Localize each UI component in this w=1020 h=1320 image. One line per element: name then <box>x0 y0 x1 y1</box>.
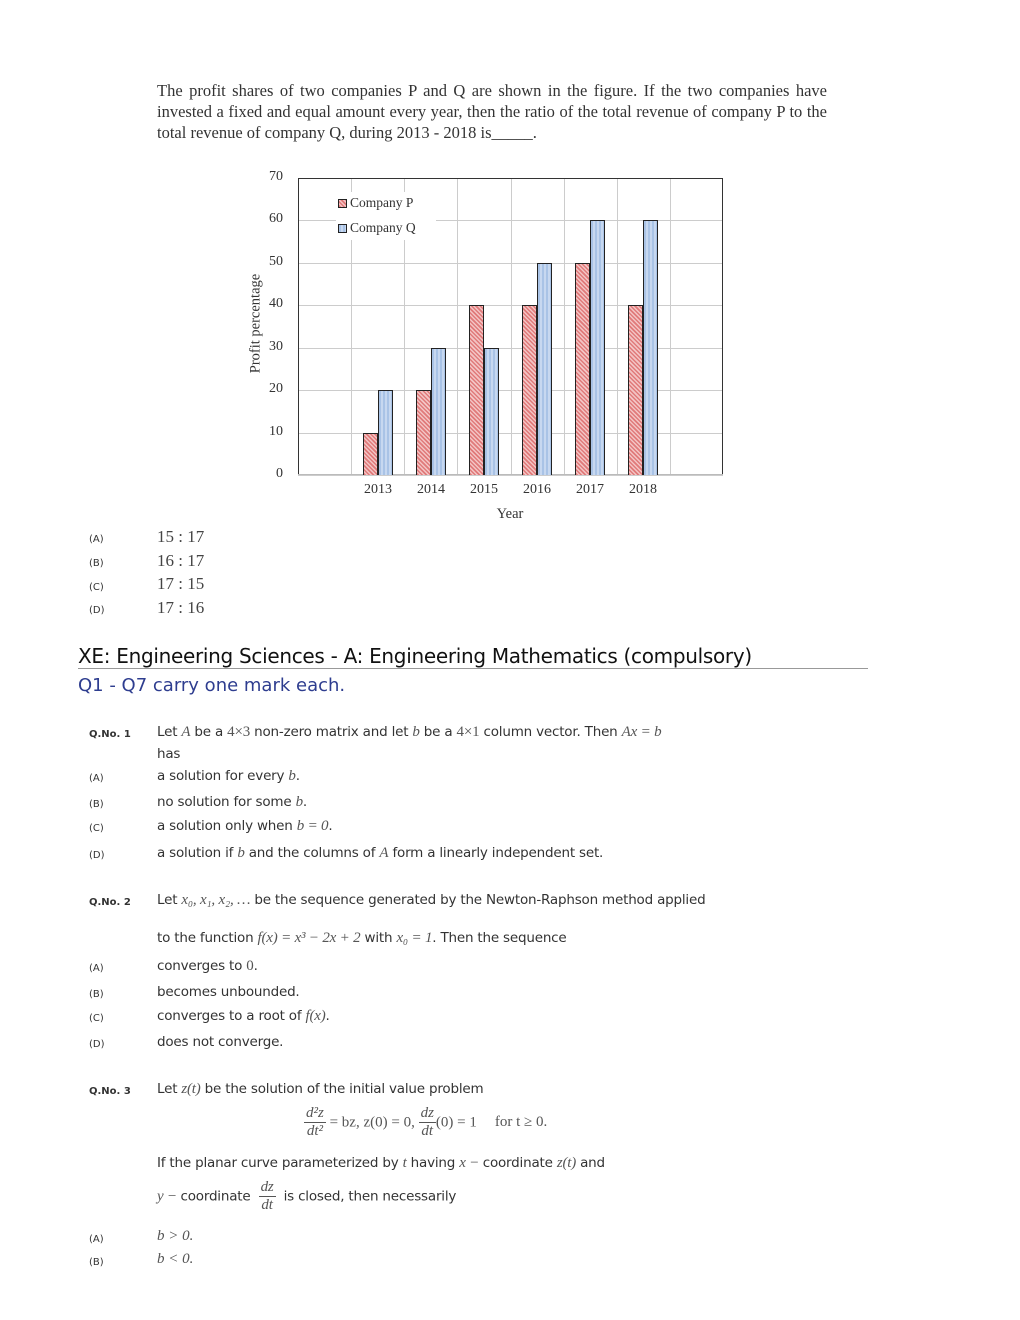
math: y − <box>157 1188 181 1205</box>
math: (0) = 1 <box>435 1114 477 1131</box>
question-text-line3 <box>157 1155 605 1172</box>
y-tick-label: 10 <box>269 424 283 439</box>
option-label: (D) <box>89 1039 105 1050</box>
y-tick-label: 30 <box>269 339 283 354</box>
text: and the columns of <box>244 845 380 861</box>
legend-label-q: Company Q <box>350 220 416 235</box>
math: b <box>288 768 296 784</box>
math: Ax = b <box>621 724 662 740</box>
legend-swatch-q <box>338 224 347 233</box>
option-label: (A) <box>89 963 104 974</box>
text: . <box>302 794 307 810</box>
text: a solution only when <box>157 818 297 834</box>
math: z(t) <box>181 1081 201 1097</box>
math: 0 <box>246 958 254 974</box>
math: A <box>181 724 191 740</box>
bar-company-q-2016 <box>537 263 552 475</box>
bar-company-q-2013 <box>378 390 393 475</box>
option-label: (B) <box>89 1257 104 1268</box>
math: A <box>379 845 389 861</box>
bar-company-p-2015 <box>469 305 484 475</box>
text: is closed, then necessarily <box>279 1188 457 1205</box>
text: be a <box>190 724 228 740</box>
legend-item-company-p <box>338 195 413 211</box>
math: x₀ = 1 <box>396 930 433 946</box>
text: . <box>328 818 333 834</box>
text: coordinate <box>482 1155 557 1171</box>
text: does not converge. <box>157 1034 284 1050</box>
option-text[interactable]: b < 0. <box>157 1251 194 1267</box>
fraction-dz-dt <box>259 1180 276 1213</box>
option-text[interactable] <box>157 845 603 862</box>
text: . <box>253 958 258 974</box>
bar-company-q-2014 <box>431 348 446 475</box>
option-label: (B) <box>89 989 104 1000</box>
math: t <box>402 1155 407 1171</box>
section-subtitle: Q1 - Q7 carry one mark each. <box>78 675 346 696</box>
math: b <box>237 845 245 861</box>
bar-company-q-2017 <box>590 220 605 475</box>
x-tick-label: 2015 <box>470 482 498 497</box>
text: with <box>360 930 397 946</box>
text: form a linearly independent set. <box>388 845 604 861</box>
question-number: Q.No. 2 <box>89 897 131 908</box>
option-label: (B) <box>89 799 104 810</box>
question-intro-text: The profit shares of two companies P and Q are shown in the figure. If the two companies have invested a fixed and equal amount every year, then the ratio of the total revenue of company P to the total revenue of company Q, during 2013 - 2018 is_____. <box>157 81 827 142</box>
y-tick-label: 0 <box>276 466 283 481</box>
math: b = 0 <box>296 818 329 834</box>
text: be the sequence generated by the Newton-Raphson method applied <box>250 892 706 908</box>
numerator: dz <box>420 1105 434 1121</box>
text: becomes unbounded. <box>157 984 300 1000</box>
question-text-line2: has <box>157 746 181 762</box>
fraction-d2z-dt2 <box>304 1106 326 1139</box>
legend-swatch-p <box>338 199 347 208</box>
y-tick-label: 70 <box>269 169 283 184</box>
option-label: (A) <box>89 534 104 545</box>
option-value[interactable]: 17 : 16 <box>157 598 205 617</box>
math: f(x) = x³ − 2x + 2 <box>257 930 361 946</box>
math: x₀, x₁, x₂, … <box>181 892 251 908</box>
text: a solution if <box>157 845 238 861</box>
question-number: Q.No. 3 <box>89 1086 131 1097</box>
text: Let <box>157 892 182 908</box>
text: column vector. Then <box>479 724 622 740</box>
question-text-line4 <box>157 1180 456 1213</box>
option-text[interactable] <box>157 768 300 785</box>
math: b <box>412 724 420 740</box>
option-text[interactable] <box>157 818 332 835</box>
option-label: (C) <box>89 823 104 834</box>
math: for t ≥ 0. <box>494 1114 548 1131</box>
text: . <box>325 1008 330 1024</box>
text: . Then the sequence <box>432 930 567 946</box>
horizontal-gridline <box>298 475 723 476</box>
ivp-equation <box>304 1106 547 1139</box>
text: to the function <box>157 930 258 946</box>
question-text <box>157 892 705 909</box>
text: Let <box>157 724 182 740</box>
text: be a <box>419 724 457 740</box>
text: . <box>295 768 300 784</box>
math: f(x) <box>305 1008 326 1024</box>
text: no solution for some <box>157 794 296 810</box>
section-divider <box>78 668 868 669</box>
legend-item-company-q <box>338 220 416 236</box>
text: Let <box>157 1081 182 1097</box>
chart-legend <box>336 192 436 240</box>
question-number: Q.No. 1 <box>89 729 131 740</box>
text: a solution for every <box>157 768 289 784</box>
text: coordinate <box>180 1188 255 1205</box>
question-text <box>157 724 661 741</box>
bar-company-p-2014 <box>416 390 431 475</box>
y-axis-label: Profit percentage <box>247 273 264 374</box>
y-tick-label: 50 <box>269 254 283 269</box>
option-label: (D) <box>89 850 105 861</box>
math: b <box>295 794 303 810</box>
math: 4×3 <box>227 724 251 740</box>
option-label: (C) <box>89 1013 104 1024</box>
denominator: dt <box>421 1123 434 1139</box>
y-tick-label: 20 <box>269 381 283 396</box>
option-label: (D) <box>89 605 105 616</box>
option-text[interactable] <box>157 958 258 975</box>
text: non-zero matrix and let <box>250 724 413 740</box>
option-text[interactable]: b > 0. <box>157 1228 194 1244</box>
text: be the solution of the initial value problem <box>200 1081 484 1097</box>
y-tick-label: 40 <box>269 296 283 311</box>
numerator: dz <box>260 1179 274 1195</box>
bar-company-p-2018 <box>628 305 643 475</box>
option-label: (A) <box>89 1234 104 1245</box>
option-text[interactable] <box>157 984 300 1000</box>
option-text[interactable] <box>157 794 307 811</box>
x-tick-label: 2016 <box>523 482 551 497</box>
math: z(t) <box>556 1155 577 1171</box>
numerator: d²z <box>306 1105 324 1121</box>
math: x − <box>459 1155 483 1171</box>
y-tick-label: 60 <box>269 211 283 226</box>
text: having <box>406 1155 460 1171</box>
text: converges to a root of <box>157 1008 306 1024</box>
x-tick-label: 2013 <box>364 482 392 497</box>
option-label: (B) <box>89 558 104 569</box>
bar-company-p-2016 <box>522 305 537 475</box>
question-text <box>157 1081 483 1098</box>
option-text[interactable] <box>157 1034 283 1050</box>
fraction-dz-dt <box>419 1106 436 1139</box>
x-tick-label: 2018 <box>629 482 657 497</box>
x-axis-label: Year <box>496 506 524 522</box>
denominator: dt² <box>306 1123 323 1139</box>
x-tick-label: 2014 <box>417 482 445 497</box>
option-text[interactable] <box>157 1008 330 1025</box>
bar-company-p-2017 <box>575 263 590 475</box>
text: If the planar curve parameterized by <box>157 1155 403 1171</box>
text: and <box>576 1155 605 1171</box>
denominator: dt <box>261 1197 273 1213</box>
math: 4×1 <box>456 724 480 740</box>
option-value[interactable]: 17 : 15 <box>157 574 205 593</box>
question-text-line2 <box>157 930 567 947</box>
bar-company-p-2013 <box>363 433 378 475</box>
bar-company-q-2018 <box>643 220 658 475</box>
option-value[interactable]: 15 : 17 <box>157 527 205 546</box>
section-title: XE: Engineering Sciences - A: Engineering Mathematics (compulsory) <box>78 644 752 668</box>
option-value[interactable]: 16 : 17 <box>157 551 205 570</box>
math: = bz, z(0) = 0, <box>325 1114 419 1131</box>
x-tick-label: 2017 <box>576 482 604 497</box>
option-label: (A) <box>89 773 104 784</box>
text: converges to <box>157 958 247 974</box>
option-label: (C) <box>89 582 104 593</box>
bar-company-q-2015 <box>484 348 499 475</box>
x-axis-line <box>298 474 723 475</box>
legend-label-p: Company P <box>350 195 414 210</box>
